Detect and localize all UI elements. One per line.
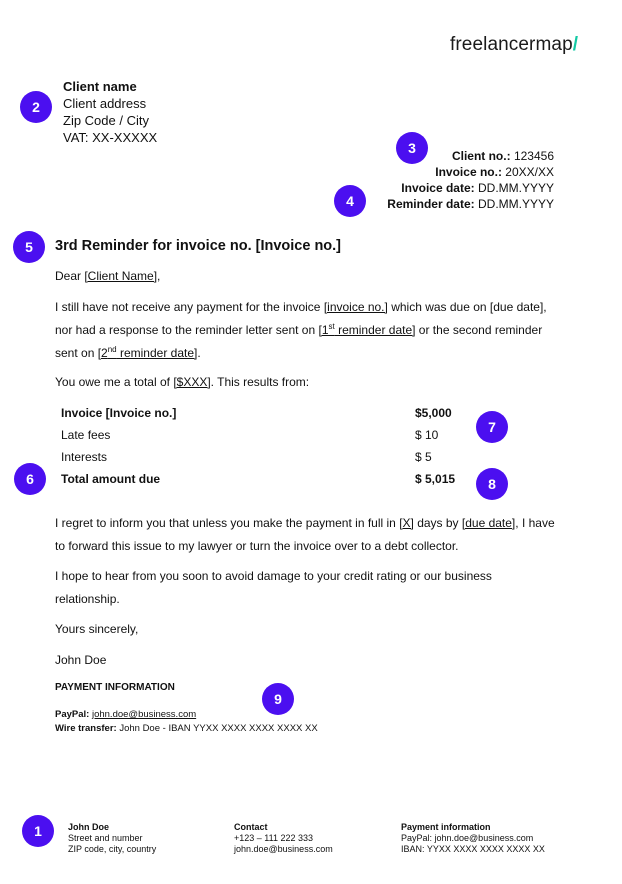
p1-text-d: .	[197, 346, 201, 360]
wire-transfer-label: Wire transfer:	[55, 723, 117, 734]
footer-contact	[234, 822, 333, 855]
footer-sender	[68, 822, 156, 855]
paypal-email-link[interactable]: john.doe@business.com	[91, 709, 197, 720]
footer-contact-title: Contact	[234, 822, 268, 832]
logo-slash: /	[572, 34, 579, 55]
greeting	[55, 265, 555, 288]
paypal-label: PayPal:	[55, 709, 90, 720]
payment-info-heading: PAYMENT INFORMATION	[55, 682, 175, 693]
reminder-date-value: DD.MM.YYYY	[477, 197, 554, 211]
p3-text-c: , I have to forward this issue to my lawyer or turn the invoice over to a debt collector.	[55, 516, 555, 553]
table-row	[55, 446, 475, 468]
reminder-heading: 3rd Reminder for invoice no. [Invoice no.]	[55, 238, 342, 254]
footer-contact-phone: +123 – 111 222 333	[234, 833, 313, 843]
invoice-no-label: Invoice no.:	[435, 165, 502, 179]
marker-6: 6	[14, 463, 46, 495]
p1-second-reminder-date	[97, 345, 201, 360]
marker-7: 7	[476, 411, 508, 443]
amount-breakdown-table	[55, 402, 475, 490]
footer-sender-city: ZIP code, city, country	[68, 844, 157, 854]
greeting-client-name: [Client Name]	[84, 269, 158, 283]
client-no-value: 123456	[513, 149, 554, 163]
paragraph-total-owed	[55, 371, 555, 394]
paragraph-no-payment	[55, 296, 555, 365]
item-label: Interests	[61, 450, 108, 464]
p1-second-sup: nd	[107, 345, 117, 354]
p1-text-b: which was due on [due date], nor had a response to the reminder letter sent on	[55, 300, 547, 337]
p2-total-placeholder: [$XXX]	[173, 375, 211, 389]
client-address: Client address	[63, 96, 147, 111]
client-no-label: Client no.:	[451, 149, 511, 163]
footer-payment	[401, 822, 545, 855]
marker-8: 8	[476, 468, 508, 500]
p2-text-b: . This results from:	[210, 375, 310, 389]
greeting-suffix: ,	[157, 269, 161, 283]
item-amount: $5,000	[415, 406, 452, 420]
paragraph-hope-to-hear: I hope to hear from you soon to avoid damage to your credit rating or our business relationship.	[55, 569, 492, 606]
footer-sender-street: Street and number	[68, 833, 143, 843]
reminder-date-row	[387, 196, 554, 212]
p1-first-sup: st	[328, 322, 335, 331]
client-address-block	[63, 78, 157, 146]
marker-9: 9	[262, 683, 294, 715]
item-label: Total amount due	[61, 472, 161, 486]
item-label: Invoice [Invoice no.]	[61, 406, 177, 420]
item-label: Late fees	[61, 428, 111, 442]
footer-payment-iban: IBAN: YYXX XXXX XXXX XXXX XX	[401, 844, 545, 854]
p3-days-placeholder: [X]	[399, 516, 414, 530]
p1-text-c: or the second reminder sent on	[55, 323, 543, 360]
invoice-no-row	[387, 164, 554, 180]
invoice-meta-block	[387, 148, 554, 212]
item-amount: $ 10	[415, 428, 439, 442]
p1-first-reminder-date	[319, 323, 416, 337]
paypal-row	[55, 708, 318, 722]
wire-transfer-value: John Doe - IBAN YYXX XXXX XXXX XXXX XX	[119, 723, 318, 734]
p1-text-a: I still have not receive any payment for the invoice	[55, 300, 324, 314]
table-row	[55, 468, 475, 490]
closing: Yours sincerely,	[55, 622, 139, 636]
invoice-date-row	[387, 180, 554, 196]
invoice-date-value: DD.MM.YYYY	[477, 181, 554, 195]
p3-text-a: I regret to inform you that unless you make the payment in full in	[55, 516, 400, 530]
p1-invoice-placeholder: [invoice no.]	[323, 300, 388, 314]
marker-3: 3	[396, 132, 428, 164]
p1-second-close: reminder date]	[116, 346, 198, 360]
table-row	[55, 424, 475, 446]
p3-text-b: days by	[413, 516, 462, 530]
footer-sender-name: John Doe	[68, 822, 110, 832]
client-name: Client name	[63, 79, 137, 94]
marker-5: 5	[13, 231, 45, 263]
item-amount: $ 5	[415, 450, 432, 464]
reminder-date-label: Reminder date:	[387, 197, 475, 211]
logo-text: freelancermap	[450, 34, 573, 55]
marker-2: 2	[20, 91, 52, 123]
footer-payment-paypal: PayPal: john.doe@business.com	[401, 833, 534, 843]
footer-contact-email: john.doe@business.com	[234, 844, 333, 854]
p2-text-a: You owe me a total of	[55, 375, 174, 389]
marker-4: 4	[334, 185, 366, 217]
p3-due-date-placeholder: [due date]	[461, 516, 516, 530]
paragraph-debt-collector	[55, 512, 555, 558]
greeting-prefix: Dear	[55, 269, 85, 283]
marker-1: 1	[22, 815, 54, 847]
client-no-row	[387, 148, 554, 164]
invoice-date-label: Invoice date:	[401, 181, 475, 195]
p1-first-close: reminder date]	[334, 323, 416, 337]
payment-info-lines	[55, 708, 318, 736]
item-amount: $ 5,015	[415, 472, 456, 486]
invoice-no-value: 20XX/XX	[505, 165, 554, 179]
freelancermap-logo	[450, 34, 578, 56]
p1-second-open: [2	[97, 346, 108, 360]
footer-payment-title: Payment information	[401, 822, 491, 832]
client-zip-city: Zip Code / City	[63, 113, 149, 128]
p1-first-open: [1	[318, 323, 329, 337]
client-vat: VAT: XX-XXXXX	[63, 130, 158, 145]
wire-transfer-row	[55, 722, 318, 736]
table-row	[55, 402, 475, 424]
signature-name: John Doe	[55, 653, 107, 667]
